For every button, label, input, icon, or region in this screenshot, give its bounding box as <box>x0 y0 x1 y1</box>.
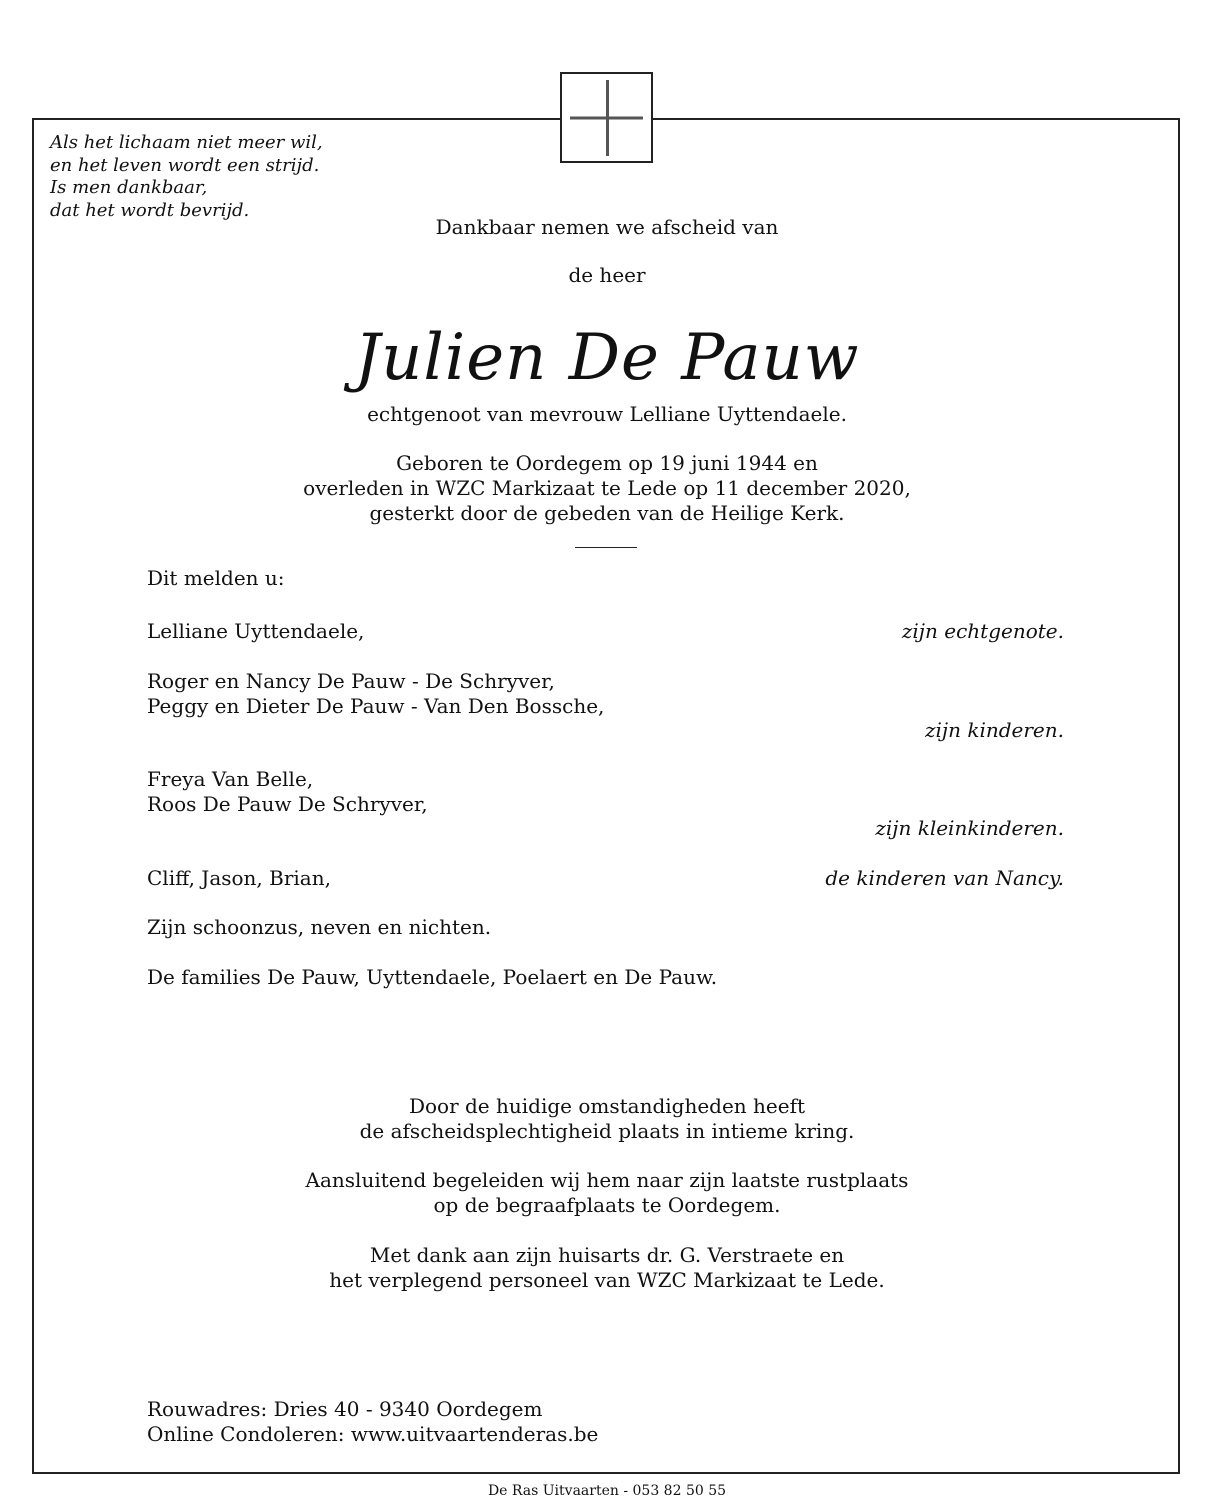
in-laws-line: Zijn schoonzus, neven en nichten. <box>147 915 492 939</box>
condolence-label: Online Condoleren: <box>147 1422 351 1446</box>
ceremony-line: Door de huidige omstandigheden heeft <box>408 1094 806 1118</box>
families-line: De families De Pauw, Uyttendaele, Poelaert en De Pauw. <box>147 965 718 989</box>
spouse-relation: zijn echtgenote. <box>901 619 1064 643</box>
nancy-children: Cliff, Jason, Brian, <box>147 866 331 890</box>
child-line: Peggy en Dieter De Pauw - Van Den Bossche, <box>147 694 605 718</box>
address-line: Rouwadres: Dries 40 - 9340 Oordegem <box>147 1397 543 1421</box>
church-line: gesterkt door de gebeden van de Heilige Kerk. <box>369 501 845 525</box>
child-line: Roger en Nancy De Pauw - De Schryver, <box>147 669 555 693</box>
intro-text: Dankbaar nemen we afscheid van <box>435 215 779 239</box>
title-prefix: de heer <box>568 263 646 287</box>
grandchildren-relation: zijn kleinkinderen. <box>875 816 1064 840</box>
cross-frame <box>560 72 653 163</box>
poem-line: Is men dankbaar, <box>50 177 208 198</box>
ceremony-line: de afscheidsplechtigheid plaats in intieme kring. <box>359 1119 855 1143</box>
condolence-link[interactable]: www.uitvaartenderas.be <box>350 1422 599 1446</box>
deceased-name: Julien De Pauw <box>354 321 860 395</box>
thanks-line: Met dank aan zijn huisarts dr. G. Verstraete en <box>369 1243 845 1267</box>
grandchild-line: Freya Van Belle, <box>147 767 314 791</box>
poem-line: en het leven wordt een strijd. <box>50 154 320 176</box>
children-relation: zijn kinderen. <box>924 718 1064 742</box>
divider <box>575 547 637 548</box>
burial-line: Aansluitend begeleiden wij hem naar zijn laatste rustplaats <box>305 1168 909 1192</box>
thanks-line: het verplegend personeel van WZC Markizaat te Lede. <box>329 1268 885 1292</box>
poem-line: dat het wordt bevrijd. <box>50 199 250 221</box>
poem-line: Als het lichaam niet meer wil, <box>50 132 323 153</box>
condolence-line <box>147 1422 598 1447</box>
death-line: overleden in WZC Markizaat te Lede op 11 december 2020, <box>303 476 911 500</box>
spouse-line: echtgenoot van mevrouw Lelliane Uyttendaele. <box>367 402 847 426</box>
burial-line: op de begraafplaats te Oordegem. <box>433 1193 781 1217</box>
cross-icon <box>562 74 651 161</box>
birth-line: Geboren te Oordegem op 19 juni 1944 en <box>396 451 818 475</box>
spouse-name: Lelliane Uyttendaele, <box>147 619 365 643</box>
footer-text: De Ras Uitvaarten - 053 82 50 55 <box>487 1483 727 1499</box>
poem <box>50 132 323 222</box>
grandchild-line: Roos De Pauw De Schryver, <box>147 792 428 816</box>
nancy-children-relation: de kinderen van Nancy. <box>825 866 1064 890</box>
announce-label: Dit melden u: <box>147 566 285 590</box>
